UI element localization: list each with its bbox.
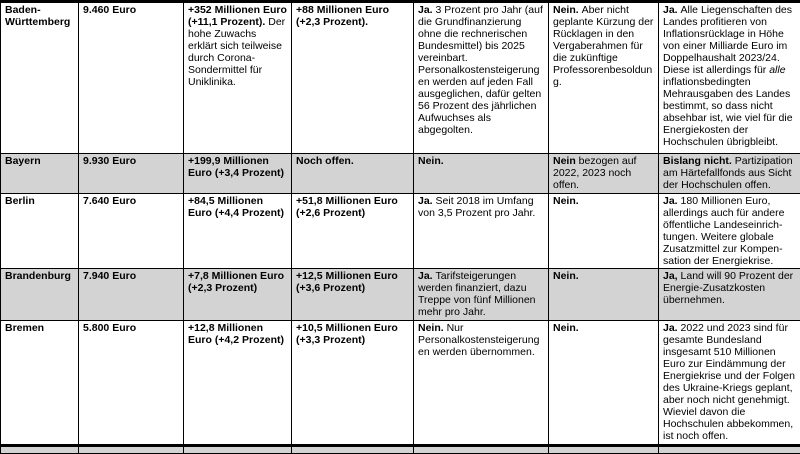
cell-base-funding-change — [292, 446, 414, 454]
text-segment: 180 Millionen Euro, allerdings auch für andere öffentliche Landeseinrich-tungen. Weitere globale Zusatzmittel zur Kompen-sation der Energiekrise. — [663, 195, 785, 267]
cell-euro-per-head — [79, 154, 184, 194]
cell-base-funding-change — [292, 2, 414, 154]
text-segment: Berlin — [5, 195, 35, 207]
cell-cuts — [549, 194, 659, 269]
cell-euro-per-head — [79, 321, 184, 446]
text-segment: Ja. — [418, 4, 436, 16]
text-segment: Nein. — [553, 322, 579, 334]
table-row — [1, 269, 800, 321]
cell-euro-per-head — [79, 194, 184, 269]
text-segment: +51,8 Millionen Euro (+2,6 Prozent) — [296, 195, 398, 219]
text-segment: Der hohe Zuwachs erklärt sich teilweise durch Corona-Sondermittel für Uniklinika. — [188, 16, 286, 88]
cell-state — [1, 154, 79, 194]
cell-state — [1, 446, 79, 454]
table-body — [1, 2, 800, 454]
text-segment: inflationsbedingten Mehrausgaben des Landes bestimmt, so dass nicht absehbar ist, wie viel für die Energiekosten der Hochschulen übrigbleibt. — [663, 76, 793, 148]
text-segment: +199,9 Millionen Euro (+3,4 Prozent) — [188, 155, 284, 179]
cell-cuts — [549, 154, 659, 194]
text-segment: Tarifsteigerungen werden finanziert, dazu Treppe von fünf Millionen mehr pro Jahr. — [418, 270, 536, 318]
cell-cost-compensation — [414, 194, 549, 269]
table-row — [1, 321, 800, 446]
text-segment: Seit 2018 im Umfang von 3,5 Prozent pro Jahr. — [418, 195, 536, 219]
text-segment: Nein. — [553, 270, 579, 282]
text-segment: Nein — [553, 155, 579, 167]
cell-budget-change — [184, 194, 292, 269]
text-segment: +84,5 Millionen Euro (+4,4 Prozent) — [188, 195, 284, 219]
text-segment: 9.930 Euro — [83, 155, 137, 167]
cell-cuts — [549, 446, 659, 454]
cell-cost-compensation — [414, 2, 549, 154]
text-segment: +12,8 Millionen Euro (+4,2 Prozent) — [188, 322, 284, 346]
text-segment: Bislang nicht. — [663, 155, 735, 167]
text-segment: Bremen — [5, 322, 45, 334]
text-segment: Ja. — [418, 195, 436, 207]
text-segment: +7,8 Millionen Euro (+2,3 Prozent) — [188, 270, 284, 294]
text-segment: Noch offen. — [296, 155, 354, 167]
cell-budget-change — [184, 321, 292, 446]
table-row — [1, 154, 800, 194]
text-segment: Nein. — [418, 155, 444, 167]
cell-base-funding-change — [292, 194, 414, 269]
text-segment: Nein. — [553, 4, 582, 16]
table-row — [1, 446, 800, 454]
cell-base-funding-change — [292, 154, 414, 194]
text-segment: Baden-Württemberg — [5, 4, 71, 28]
cell-state — [1, 194, 79, 269]
text-segment: Ja. — [663, 322, 681, 334]
text-segment: 7.640 Euro — [83, 195, 137, 207]
cell-energy-aid — [659, 194, 800, 269]
cell-budget-change — [184, 2, 292, 154]
cell-energy-aid — [659, 154, 800, 194]
text-segment: alle — [769, 64, 786, 76]
text-segment: Ja, — [663, 270, 681, 282]
text-segment: +10,5 Millionen Euro (+3,3 Prozent) — [296, 322, 398, 346]
text-segment: Ja. — [663, 195, 681, 207]
cell-energy-aid — [659, 269, 800, 321]
cell-energy-aid — [659, 321, 800, 446]
cell-cost-compensation — [414, 446, 549, 454]
text-segment: Ja. — [418, 270, 436, 282]
cell-budget-change — [184, 446, 292, 454]
text-segment: Nein. — [418, 322, 447, 334]
cell-cuts — [549, 269, 659, 321]
text-segment: 2022 und 2023 sind für gesamte Bundesland insgesamt 510 Millionen Euro zur Eindämmung der Energiekrise und der Folgen des Ukraine-Kriegs geplant, aber noch nicht genehmigt. Wieviel davon die Hochschulen abbekommen, ist noch offen. — [663, 322, 795, 442]
cell-state — [1, 2, 79, 154]
text-segment: +12,5 Millionen Euro (+3,6 Prozent) — [296, 270, 398, 294]
cell-cuts — [549, 2, 659, 154]
table-row — [1, 194, 800, 269]
text-segment: Nur Personalkostensteigerungen werden übernommen. — [418, 322, 540, 358]
cell-euro-per-head — [79, 269, 184, 321]
cell-cost-compensation — [414, 321, 549, 446]
text-segment: 5.800 Euro — [83, 322, 137, 334]
text-segment: 3 Prozent pro Jahr (auf die Grundfinanzierung ohne die rechnerischen Bundesmittel) bis 2025 vereinbart. Personalkostensteigerungen werden auf jeden Fall ausgeglichen, dafür gelten 56 Prozent des jährlichen Aufwuchses als abgegolten. — [418, 4, 543, 136]
text-segment: Brandenburg — [5, 270, 71, 282]
text-segment: +352 Millionen Euro (+11,1 Prozent). — [188, 4, 287, 28]
cell-state — [1, 269, 79, 321]
text-segment: 9.460 Euro — [83, 4, 137, 16]
cell-euro-per-head — [79, 2, 184, 154]
text-segment: bezogen auf 2022, 2023 noch offen. — [553, 155, 637, 191]
cell-budget-change — [184, 269, 292, 321]
text-segment: Alle Liegenschaften des Landes profitieren von Inflationsrücklage in Höhe von einer Milliarde Euro im Doppelhaushalt 2023/24. Diese ist allerdings für — [663, 4, 793, 76]
text-segment: Partizipation am Härtefallfonds aus Sicht der Hochschulen offen. — [663, 155, 793, 191]
cell-base-funding-change — [292, 321, 414, 446]
text-segment: 7.940 Euro — [83, 270, 137, 282]
text-segment: Ja. — [663, 4, 681, 16]
cell-euro-per-head — [79, 446, 184, 454]
cell-energy-aid — [659, 2, 800, 154]
cell-cost-compensation — [414, 154, 549, 194]
cell-cuts — [549, 321, 659, 446]
text-segment: Bayern — [5, 155, 41, 167]
cell-budget-change — [184, 154, 292, 194]
table-row — [1, 2, 800, 154]
cell-cost-compensation — [414, 269, 549, 321]
cell-energy-aid — [659, 446, 800, 454]
text-segment: Aber nicht geplante Kürzung der Rücklagen in den Vergaberahmen für die zukünftige Professorenbesoldung. — [553, 4, 654, 88]
text-segment: +88 Millionen Euro (+2,3 Prozent). — [296, 4, 390, 28]
text-segment: Land will 90 Prozent der Energie-Zusatzkosten übernehmen. — [663, 270, 794, 306]
text-segment: Nein. — [553, 195, 579, 207]
cell-state — [1, 321, 79, 446]
cell-base-funding-change — [292, 269, 414, 321]
